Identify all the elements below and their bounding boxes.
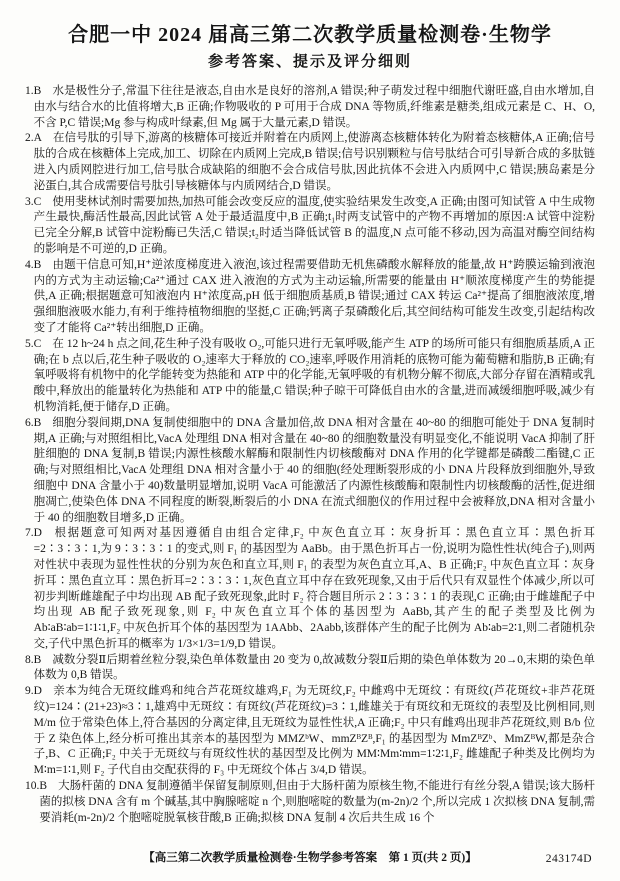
item-number: 10. [25, 780, 40, 793]
answer-letter: A [33, 132, 42, 145]
footer-caption-prefix: 【高三第二次教学质量检测卷· [143, 852, 297, 864]
answer-letter: B [33, 416, 42, 429]
page-title: 合肥一中 2024 届高三第二次教学质量检测卷·生物学 [68, 24, 552, 46]
footer-caption-page: 第 1 页(共 2 页)】 [377, 852, 477, 864]
item-body [34, 84, 595, 131]
answer-item-6 [25, 416, 595, 527]
item-text: 水是极性分子,常温下往往是液态,自由水是良好的溶剂,A 错误;种子萌发过程中细胞代谢旺盛,自由水增加,自由水与结合水的比值将增大,B 正确;作物吸收的 P 可用于合成 DNA 等物质,纤维素是糖类,组成元素是 C、H、O,不含 P,C 错误;Mg 参与构成叶绿素,但 Mg 属于大量元素,D 错误。 [33, 85, 595, 129]
answer-letter: B [39, 780, 48, 793]
item-number: 5. [25, 337, 34, 350]
item-text: 减数分裂Ⅱ后期着丝粒分裂,染色单体数量由 20 变为 0,故减数分裂Ⅱ后期的染色单体数为 20→0,末期的染色单体数为 0,B 错误。 [33, 653, 595, 682]
item-body [34, 684, 595, 779]
answer-letter: C [33, 195, 42, 208]
item-body [39, 779, 595, 826]
item-number: 9. [25, 685, 34, 698]
answer-item-9 [25, 684, 595, 779]
item-body [34, 416, 595, 527]
item-text: 根据题意可知两对基因遵循自由组合定律,F₂ 中灰色直立耳∶灰身折耳∶黑色直立耳∶黑色折耳=2∶3∶3∶1,为 9∶3∶3∶1 的变式,则 F₁ 的基因型为 AaBb。由于黑色折耳占一份,说明为隐性性状(纯合子),则两对性状中表现为显性性状的分别为灰色和直立耳,则 F₁ 的表型为灰色直立耳,A、B 正确;F₂ 中灰色直立耳∶灰身折耳∶黑色直立耳∶黑色折耳=2∶3∶3∶1,灰色直立耳中存在致死现象,又由于后代只有双显性个体减少,所以可初步判断雌雄配子中均出现 AB 配子致死现象,此时 F₂ 符合题目所示 2∶3∶3∶1 的表现,C 正确;由于雌雄配子中均出现 AB 配子致死现象,则 F₂ 中灰色直立耳个体的基因型为 AaBb,其产生的配子类型及比例为 Ab∶aB∶ab=1∶1∶1,F₂ 中灰色折耳个体的基因型为 1AAbb、2Aabb,该群体产生的配子比例为 Ab∶ab=2∶1,则二者随机杂交,子代中黑色折耳的概率为 1/3×1/3=1/9,D 错误。 [33, 527, 595, 650]
item-body [34, 131, 595, 194]
page-subtitle: 参考答案、提示及评分细则 [207, 54, 412, 70]
answer-list [25, 84, 595, 826]
item-number: 6. [25, 416, 34, 429]
answer-item-2 [25, 131, 595, 194]
item-number: 3. [25, 195, 34, 208]
item-body [34, 653, 595, 685]
footer-caption-subject: 生物学参考答案 [296, 852, 378, 864]
item-number: 7. [25, 527, 34, 540]
item-body [34, 195, 595, 258]
item-body [34, 526, 595, 652]
item-body [34, 337, 595, 416]
answer-letter: B [33, 653, 42, 666]
answer-item-1 [25, 84, 595, 131]
item-text: 在 12 h~24 h 点之间,花生种子没有吸收 O₂,可能只进行无氧呼吸,能产生 ATP 的场所可能只有细胞质基质,A 正确;在 b 点以后,花生种子吸收的 O₂速率大于释放的 CO₂速率,呼吸作用消耗的底物可能为葡萄糖和脂肪,B 正确;有氧呼吸将有机物中的化学能转变为热能和 ATP 中的化学能,无氧呼吸的有机物分解不彻底,大部分存留在酒精或乳酸中,释放出的能量转化为热能和 ATP 中的能量,C 错误;种子晾干可降低自由水的含量,进而减缓细胞呼吸,减少有机物消耗,便于储存,D 正确。 [33, 337, 595, 413]
item-number: 2. [25, 132, 34, 145]
item-text: 大肠杆菌的 DNA 复制遵循半保留复制原则,但由于大肠杆菌为原核生物,不能进行有丝分裂,A 错误;该大肠杆菌的拟核 DNA 含有 m 个碱基,其中胸腺嘧啶 n 个,则胞嘧啶的数量为(m-2n)/2 个,所以完成 1 次拟核 DNA 复制,需要消耗(m-2n)/2 个胞嘧啶脱氧核苷酸,B 正确;拟核 DNA 复制 4 次后共生成 16 个 [39, 780, 595, 824]
answer-letter: B [33, 258, 42, 271]
footer-caption [143, 852, 477, 864]
item-text: 由题干信息可知,H⁺逆浓度梯度进入液泡,该过程需要借助无机焦磷酸水解释放的能量,故 H⁺跨膜运输到液泡内的方式为主动运输;Ca²⁺通过 CAX 进入液泡的方式为主动运输,所需要的能量由 H⁺顺浓度梯度产生的势能提供,A 正确;根据题意可知液泡内 H⁺浓度高,pH 低于细胞质基质,B 错误;通过 CAX 转运 Ca²⁺提高了细胞液浓度,增强细胞液吸水能力,有利于维持植物细胞的坚挺,C 正确;钙离子泵磷酸化后,其空间结构可能发生改变,引起结构改变了才能将 Ca²⁺转出细胞,D 正确。 [33, 258, 595, 334]
answer-item-8 [25, 653, 595, 685]
answer-item-10 [25, 779, 595, 826]
answer-item-3 [25, 195, 595, 258]
answer-letter: C [33, 337, 42, 350]
page-footer [0, 849, 620, 865]
item-text: 使用斐林试剂时需要加热,加热可能会改变反应的温度,使实验结果发生改变,A 正确;由图可知试管 A 中生成物产生最快,酶活性最高,因此试管 A 处于最适温度中,B 正确;t₁时两支试管中的产物不再增加的原因:A 试管中淀粉已完全分解,B 试管中淀粉酶已失活,C 错误;t₂时适当降低试管 B 的温度,N 点可能不移动,因为高温对酶空间结构的影响是不可逆的,D 正确。 [33, 195, 595, 255]
item-number: 1. [25, 85, 34, 97]
item-body [34, 258, 595, 337]
item-text: 在信号肽的引导下,游离的核糖体可接近并附着在内质网上,使游离态核糖体转化为附着态核糖体,A 正确;信号肽的合成在核糖体上完成,加工、切除在内质网上完成,B 错误;信号识别颗粒与信号肽结合可引导新合成的多肽链进入内质网腔进行加工,信号肽合成缺陷的细胞不会合成信号肽,因此抗体不会进入内质网中,C 错误;胰岛素是分泌蛋白,其合成需要信号肽引导核糖体与内质网结合,D 错误。 [33, 132, 595, 192]
item-number: 8. [25, 653, 34, 666]
answer-item-4 [25, 258, 595, 337]
item-text: 亲本为纯合无斑纹雌鸡和纯合芦花斑纹雄鸡,F₁ 为无斑纹,F₂ 中雌鸡中无斑纹∶有斑纹(芦花斑纹+非芦花斑纹)=124∶(21+23)≈3∶1,雄鸡中无斑纹∶有斑纹(芦花斑纹)=3∶1,雌雄关于有斑纹和无斑纹的表型及比例相同,则 M/m 位于常染色体上,符合基因的分离定律,且无斑纹为显性性状,A 正确;F₂ 中只有雌鸡出现非芦花斑纹,则 B/b 位于 Z 染色体上,经分析可推出其亲本的基因型为 MMZᵇW、mmZᴮZᴮ,F₁ 的基因型为 MmZᴮZᵇ、MmZᴮW,都是杂合子,B、C 正确;F₂ 中关于无斑纹与有斑纹性状的基因型及比例为 MM∶Mm∶mm=1∶2∶1,F₂ 雌雄配子种类及比例均为 M∶m=1∶1,则 F₂ 子代自由交配获得的 F₃ 中无斑纹个体占 3/4,D 错误。 [33, 685, 595, 777]
answer-item-5 [25, 337, 595, 416]
paper-code: 243174D [545, 853, 592, 865]
item-number: 4. [25, 258, 34, 271]
answer-letter: D [33, 527, 42, 540]
answer-item-7 [25, 526, 595, 652]
answer-letter: B [33, 85, 42, 97]
item-text: 细胞分裂间期,DNA 复制使细胞中的 DNA 含量加倍,故 DNA 相对含量在 40~80 的细胞可能处于 DNA 复制时期,A 正确;与对照组相比,VacA 处理组 DNA 相对含量在 40~80 的细胞数量没有明显变化,不能说明 VacA 抑制了肝脏细胞的 DNA 复制,B 错误;内源性核酸水解酶和限制性内切核酸酶对 DNA 作用的化学键都是磷酸二酯键,C 正确;与对照组相比,VacA 处理组 DNA 相对含量小于 40 的细胞(经处理断裂形成的小 DNA 片段释放到细胞外,导致细胞中 DNA 含量小于 40)数量明显增加,说明 VacA 可能激活了内源性核酸酶和限制性内切核酸酶的活性,促进细胞凋亡,使染色体 DNA 不同程度的断裂,断裂后的小 DNA 在流式细胞仪的作用过程中会被释放,DNA 相对含量小于 40 的细胞数目增多,D 正确。 [33, 416, 595, 524]
answer-letter: D [33, 685, 42, 698]
